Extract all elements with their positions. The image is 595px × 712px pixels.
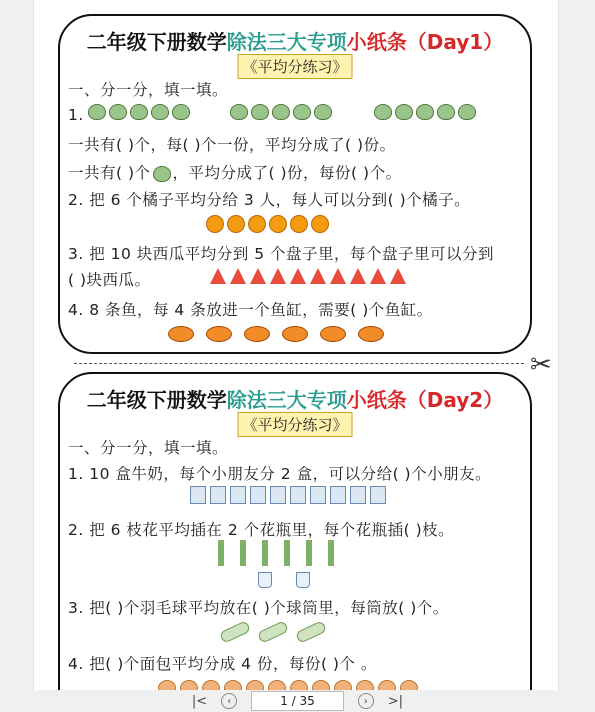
pot-icon [88,104,106,120]
vase-row [258,572,310,588]
pot-icon [293,104,311,120]
cut-line [74,363,524,364]
question-3-line-1: 3. 把 10 块西瓜平均分到 5 个盘子里，每个盘子里可以分到 [68,245,495,263]
question-2: 2. 把 6 枝花平均插在 2 个花瓶里，每个花瓶插( )枝。 [68,521,455,539]
card-title: 二年级下册数学除法三大专项小纸条（Day2） [86,388,504,412]
milk-carton-icon [330,486,346,504]
next-page-icon[interactable]: › [358,693,374,709]
shuttlecock-tube-row [220,626,326,638]
orange-icon [248,215,266,233]
orange-icon [290,215,308,233]
question-3: 3. 把( )个羽毛球平均放在( )个球筒里，每筒放( )个。 [68,599,449,617]
bread-icon [378,680,396,690]
bread-icon [400,680,418,690]
card-subtitle: 《平均分练习》 [237,412,352,437]
flower-icon [218,540,224,566]
watermelon-icon [330,268,346,284]
watermelon-icon [270,268,286,284]
pot-icon [314,104,332,120]
bread-icon [158,680,176,690]
vase-icon [258,572,272,588]
bread-icon [334,680,352,690]
pot-group-2 [230,104,332,120]
bread-icon [356,680,374,690]
vase-icon [296,572,310,588]
fish-icon [168,326,194,342]
page-indicator[interactable]: 1 / 35 [251,691,344,711]
flower-icon [328,540,334,566]
orange-icon [206,215,224,233]
flower-icon [262,540,268,566]
orange-icon [269,215,287,233]
scissors-icon: ✂ [530,350,552,380]
bread-icon [290,680,308,690]
fish-icon [320,326,346,342]
bread-icon [246,680,264,690]
milk-row [190,486,386,504]
question-1-line-2: 一共有( )个 ，平均分成了( )份，每份( )个。 [68,164,402,182]
question-4: 4. 把( )个面包平均分成 4 份，每份( )个 。 [68,655,377,673]
pot-group-3 [374,104,476,120]
first-page-icon[interactable]: |< [191,693,208,709]
last-page-icon[interactable]: >| [387,693,404,709]
pot-icon [251,104,269,120]
pot-icon [416,104,434,120]
fish-icon [282,326,308,342]
pot-icon [395,104,413,120]
worksheet-card-day2 [58,372,532,690]
bread-icon [312,680,330,690]
orange-row [206,215,329,233]
watermelon-icon [210,268,226,284]
milk-carton-icon [210,486,226,504]
pot-group-1 [88,104,190,120]
shuttlecock-tube-icon [257,620,289,644]
bread-icon [202,680,220,690]
pot-icon [230,104,248,120]
question-2: 2. 把 6 个橘子平均分给 3 人，每人可以分到( )个橘子。 [68,191,471,209]
flower-icon [284,540,290,566]
bread-icon [224,680,242,690]
section-heading: 一、分一分，填一填。 [68,439,229,457]
shuttlecock-tube-icon [219,620,251,644]
bread-icon [268,680,286,690]
prev-page-icon[interactable]: ‹ [221,693,237,709]
question-4: 4. 8 条鱼，每 4 条放进一个鱼缸，需要( )个鱼缸。 [68,301,433,319]
bread-row [158,680,418,690]
document-page [33,0,559,690]
pot-icon [109,104,127,120]
milk-carton-icon [350,486,366,504]
watermelon-icon [290,268,306,284]
pot-icon [272,104,290,120]
milk-carton-icon [370,486,386,504]
watermelon-row [210,268,406,284]
pot-icon [458,104,476,120]
fish-icon [358,326,384,342]
flower-icon [306,540,312,566]
worksheet-card-day1 [58,14,532,354]
bread-icon [180,680,198,690]
milk-carton-icon [190,486,206,504]
watermelon-icon [250,268,266,284]
milk-carton-icon [230,486,246,504]
milk-carton-icon [250,486,266,504]
flower-icon [240,540,246,566]
fish-icon [244,326,270,342]
pagination-toolbar [0,690,595,712]
watermelon-icon [350,268,366,284]
watermelon-icon [390,268,406,284]
question-1-line-1: 一共有( )个，每( )个一份，平均分成了( )份。 [68,136,396,154]
fish-row [168,326,384,342]
section-heading: 一、分一分，填一填。 [68,81,229,99]
milk-carton-icon [310,486,326,504]
question-number: 1. [68,106,84,124]
watermelon-icon [230,268,246,284]
pot-icon [151,104,169,120]
pot-icon [153,166,171,182]
pot-icon [374,104,392,120]
milk-carton-icon [270,486,286,504]
orange-icon [227,215,245,233]
watermelon-icon [310,268,326,284]
flower-row [218,540,334,566]
question-1: 1. 10 盒牛奶，每个小朋友分 2 盒，可以分给( )个小朋友。 [68,465,492,483]
shuttlecock-tube-icon [295,620,327,644]
pot-icon [172,104,190,120]
watermelon-icon [370,268,386,284]
question-3-line-2: ( )块西瓜。 [68,271,151,289]
pot-icon [130,104,148,120]
orange-icon [311,215,329,233]
card-title: 二年级下册数学除法三大专项小纸条（Day1） [86,30,504,54]
pot-icon [437,104,455,120]
milk-carton-icon [290,486,306,504]
fish-icon [206,326,232,342]
card-subtitle: 《平均分练习》 [237,54,352,79]
